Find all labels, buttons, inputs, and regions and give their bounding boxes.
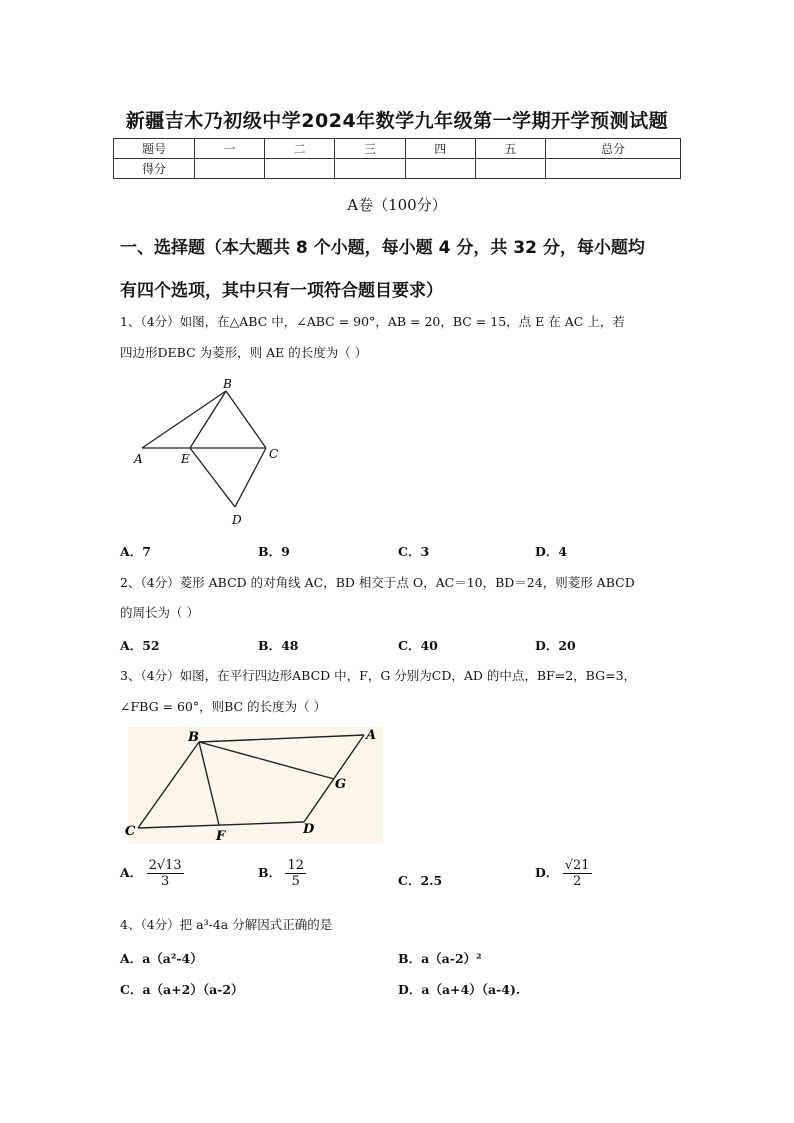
- fraction-numerator: 12: [287, 858, 304, 873]
- q4-option-b[interactable]: B．a（a-2）²: [398, 951, 482, 966]
- score-cell: 题号: [114, 139, 195, 159]
- q3-option-d[interactable]: [535, 858, 592, 889]
- q4-option-d[interactable]: D．a（a+4）（a-4).: [398, 982, 521, 997]
- fraction: [147, 858, 184, 889]
- q2-option-d[interactable]: D．20: [535, 638, 576, 653]
- score-cell: 二: [265, 139, 335, 159]
- part-heading-line2: 有四个选项，其中只有一项符合题目要求）: [120, 281, 443, 301]
- vertex-label-g: G: [335, 777, 347, 792]
- vertex-label-d: D: [232, 513, 242, 527]
- vertex-label-b: B: [188, 730, 199, 745]
- score-cell: 五: [475, 139, 545, 159]
- exam-title: 新疆吉木乃初级中学2024年数学九年级第一学期开学预测试题: [125, 110, 669, 132]
- q4-option-a[interactable]: A．a（a²-4）: [120, 951, 203, 966]
- q2-option-b[interactable]: B．48: [258, 638, 299, 653]
- q1-option-b[interactable]: B．9: [258, 544, 290, 559]
- q4-option-c[interactable]: C．a（a+2）（a-2）: [120, 982, 244, 997]
- vertex-label-f: F: [216, 829, 226, 844]
- option-value: 2.5: [420, 873, 443, 888]
- section-heading: A卷（100分）: [347, 196, 447, 214]
- q2-option-c[interactable]: C．40: [398, 638, 438, 653]
- score-table-header-row: [114, 139, 681, 159]
- score-cell: 总分: [546, 139, 681, 159]
- score-table: [113, 138, 681, 179]
- question-2-line2: 的周长为（ ）: [120, 605, 199, 620]
- q3-option-c[interactable]: [398, 871, 442, 889]
- question-4-line1: 4、（4分）把 a³-4a 分解因式正确的是: [120, 917, 333, 932]
- vertex-label-d: D: [303, 822, 315, 837]
- option-letter: A．: [120, 865, 143, 880]
- score-table-score-row: [114, 159, 681, 179]
- fraction: [563, 858, 592, 889]
- parallelogram-figure-q3: [118, 722, 388, 847]
- part-heading-line1: 一、选择题（本大题共 8 个小题，每小题 4 分，共 32 分，每小题均: [120, 238, 645, 258]
- q3-option-a[interactable]: [120, 858, 184, 889]
- score-input-cell[interactable]: [405, 159, 475, 179]
- vertex-label-a: A: [366, 728, 377, 743]
- option-letter: D．: [535, 865, 559, 880]
- fraction-numerator: 2√13: [148, 858, 182, 873]
- fraction: [285, 858, 306, 889]
- q2-option-a[interactable]: A．52: [120, 638, 160, 653]
- option-letter: C．: [398, 873, 421, 888]
- question-3-line2: ∠FBG = 60°，则BC 的长度为（ ）: [120, 699, 327, 714]
- vertex-label-a: A: [134, 452, 143, 466]
- q3-option-b[interactable]: [258, 858, 306, 889]
- score-input-cell[interactable]: [335, 159, 405, 179]
- question-1-line2: 四边形DEBC 为菱形，则 AE 的长度为（ ）: [120, 345, 368, 360]
- vertex-label-c: C: [125, 824, 136, 839]
- q1-option-c[interactable]: C．3: [398, 544, 430, 559]
- fraction-denominator: 2: [572, 874, 582, 889]
- fraction-numerator: √21: [564, 858, 590, 873]
- vertex-label-e: E: [181, 452, 190, 466]
- q1-option-a[interactable]: A．7: [120, 544, 151, 559]
- score-input-cell[interactable]: [265, 159, 335, 179]
- score-input-cell[interactable]: [195, 159, 265, 179]
- question-2-line1: 2、（4分）菱形 ABCD 的对角线 AC，BD 相交于点 O，AC＝10，BD＝24，则菱形 ABCD: [120, 575, 635, 590]
- rhombus-figure-q1: [128, 372, 288, 532]
- q1-option-d[interactable]: D．4: [535, 544, 568, 559]
- vertex-label-b: B: [223, 377, 232, 391]
- score-cell: 四: [405, 139, 475, 159]
- score-input-cell[interactable]: [546, 159, 681, 179]
- score-input-cell[interactable]: [475, 159, 545, 179]
- score-cell: 三: [335, 139, 405, 159]
- vertex-label-c: C: [269, 447, 279, 461]
- option-letter: B．: [258, 865, 282, 880]
- fraction-denominator: 3: [160, 874, 170, 889]
- question-1-line1: 1、（4分）如图，在△ABC 中，∠ABC = 90°，AB = 20，BC = 15，点 E 在 AC 上，若: [120, 314, 625, 329]
- score-cell: 得分: [114, 159, 195, 179]
- score-cell: 一: [195, 139, 265, 159]
- question-3-line1: 3、（4分）如图，在平行四边形ABCD 中，F，G 分别为CD，AD 的中点，BF=2，BG=3，: [120, 668, 637, 683]
- fraction-denominator: 5: [291, 874, 300, 889]
